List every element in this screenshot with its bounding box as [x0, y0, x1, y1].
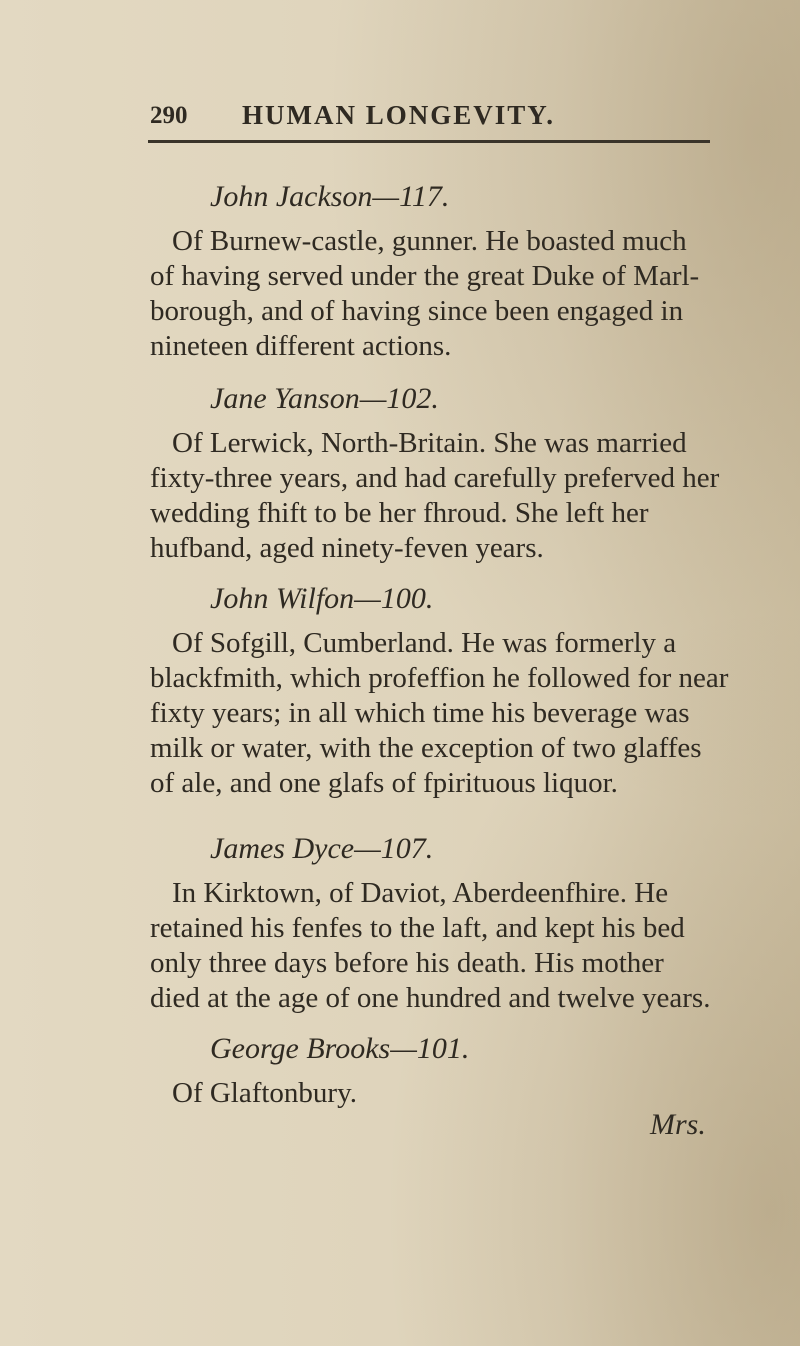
entry-james-dyce — [150, 832, 790, 1016]
text-line: Of Lerwick, North-Britain. She was married — [172, 427, 687, 459]
text-line: retained his fenfes to the laft, and kept his bed — [150, 912, 685, 944]
text-line: borough, and of having since been engaged in — [150, 295, 684, 327]
entry-name: Jane Yanson—102. — [210, 382, 439, 415]
page-number: 290 — [150, 102, 188, 129]
text-line: of having served under the great Duke of Marl- — [150, 260, 700, 292]
text-line: died at the age of one hundred and twelve years. — [150, 982, 711, 1014]
text-line: fixty years; in all which time his beverage was — [150, 697, 690, 729]
text-line: Of Sofgill, Cumberland. He was formerly a — [172, 627, 677, 659]
entry-text — [150, 626, 790, 801]
text-line: Of Glaftonbury. — [172, 1077, 357, 1109]
entry-text — [150, 876, 790, 1016]
running-head: HUMAN LONGEVITY. — [242, 100, 556, 130]
text-line: fixty-three years, and had carefully preferved her — [150, 462, 720, 494]
entry-john-jackson — [150, 180, 790, 364]
page-header — [150, 98, 710, 142]
catchword: Mrs. — [650, 1108, 706, 1141]
entry-name: George Brooks—101. — [210, 1032, 470, 1065]
entry-george-brooks — [150, 1032, 790, 1111]
text-line: of ale, and one glafs of fpirituous liquor. — [150, 767, 618, 799]
text-line: wedding fhift to be her fhroud. She left her — [150, 497, 649, 529]
text-line: hufband, aged ninety-feven years. — [150, 532, 544, 564]
entry-john-wilson — [150, 582, 790, 801]
entry-name: John Jackson—117. — [210, 180, 450, 213]
header-rule — [148, 140, 710, 143]
text-line: nineteen different actions. — [150, 330, 452, 362]
entry-text — [150, 1076, 790, 1111]
text-line: Of Burnew-castle, gunner. He boasted much — [172, 225, 687, 257]
text-line: In Kirktown, of Daviot, Aberdeenfhire. He — [172, 877, 669, 909]
text-line: only three days before his death. His mother — [150, 947, 664, 979]
entry-name: James Dyce—107. — [210, 832, 434, 865]
entry-text — [150, 224, 790, 364]
text-line: blackfmith, which profeffion he followed for near — [150, 662, 729, 694]
text-line: milk or water, with the exception of two glaffes — [150, 732, 702, 764]
entry-name: John Wilfon—100. — [210, 582, 434, 615]
entry-text — [150, 426, 790, 566]
entry-jane-yanson — [150, 382, 790, 566]
